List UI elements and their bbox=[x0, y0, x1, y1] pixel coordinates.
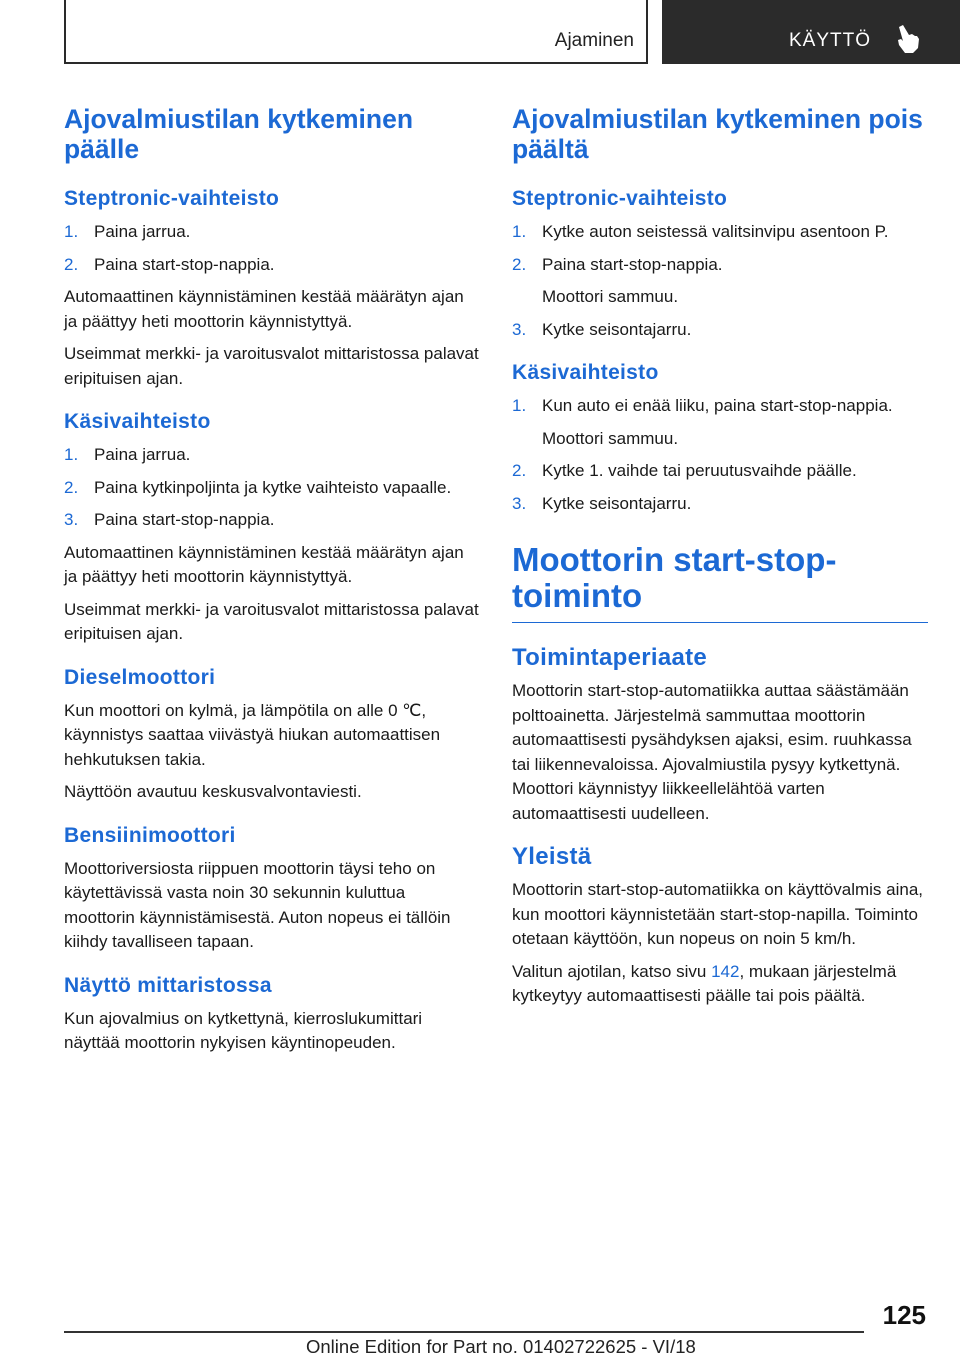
reference-text: , mukaan järjestelmä kytkeytyy automaattisesti päälle tai pois päältä. bbox=[512, 961, 897, 1005]
step-number: 1. bbox=[64, 222, 79, 241]
header-section-label: Ajaminen bbox=[554, 30, 634, 51]
list-item bbox=[512, 394, 928, 451]
step-result: Moottori sammuu. bbox=[542, 428, 679, 448]
step-text: Kytke seisontajarru. bbox=[542, 319, 692, 339]
petrol-heading: Bensiinimoottori bbox=[64, 823, 236, 847]
general-heading: Yleistä bbox=[512, 843, 592, 870]
list-item bbox=[64, 220, 480, 245]
list-item bbox=[512, 253, 928, 310]
paragraph: Moottorin start-stop-automatiikka on käyttövalmis aina, kun moottori käynnistetään start-stop-napilla. Toiminto otetaan käyttöön, kun nopeus on noin 5 km/h. bbox=[512, 880, 924, 948]
paragraph: Kun ajovalmius on kytkettynä, kierroslukumittari näyttää moottorin nykyisen käyntinopeuden. bbox=[64, 1008, 423, 1052]
page-number: 125 bbox=[882, 1300, 926, 1330]
list-item bbox=[64, 443, 480, 468]
step-number: 1. bbox=[64, 445, 79, 464]
list-item bbox=[64, 508, 480, 533]
manual-steps-off bbox=[512, 394, 928, 516]
paragraph: Useimmat merkki- ja varoitusvalot mittaristossa palavat eripituisen ajan. bbox=[64, 344, 479, 388]
paragraph bbox=[512, 960, 928, 1009]
footer-divider bbox=[64, 1331, 864, 1333]
paragraph: Automaattinen käynnistäminen kestää määrätyn ajan ja päättyy heti moottorin käynnistyttyä. bbox=[64, 542, 464, 586]
step-result: Moottori sammuu. bbox=[542, 287, 679, 306]
step-number: 1. bbox=[512, 396, 527, 415]
step-number: 2. bbox=[64, 477, 79, 497]
section-title-on: Ajovalmiustilan kytkeminen päälle bbox=[64, 104, 414, 164]
paragraph: Kun moottori on kylmä, ja lämpötila on alle 0 ℃, käynnistys saattaa viivästyä hiukan automaattisen hehkutuksen takia. bbox=[64, 700, 441, 769]
paragraph: Useimmat merkki- ja varoitusvalot mittaristossa palavat eripituisen ajan. bbox=[64, 599, 479, 643]
header-chapter-label: KÄYTTÖ bbox=[789, 30, 872, 51]
step-number: 1. bbox=[512, 222, 527, 241]
step-number: 2. bbox=[512, 461, 527, 480]
step-number: 3. bbox=[64, 510, 79, 529]
step-text: Paina jarrua. bbox=[94, 222, 191, 241]
list-item bbox=[512, 220, 928, 245]
steptronic-steps-on bbox=[64, 220, 480, 277]
paragraph: Moottoriversiosta riippuen moottorin täysi teho on käytettävissä vasta noin 30 sekunnin kuluttua moottorin käynnistämisestä. Auton nopeus ei tällöin kiihdy tavalliseen tapaan. bbox=[64, 858, 451, 951]
step-text: Paina start-stop-nappia. bbox=[542, 254, 723, 274]
steptronic-heading-on: Steptronic-vaihteisto bbox=[64, 187, 280, 210]
list-item bbox=[64, 476, 480, 501]
chapter-title-startstop: Moottorin start-stop-toiminto bbox=[512, 542, 928, 623]
paragraph: Näyttöön avautuu keskusvalvontaviesti. bbox=[64, 782, 362, 801]
list-item bbox=[512, 492, 928, 517]
right-column bbox=[512, 104, 928, 1017]
step-text: Kytke 1. vaihde tai peruutusvaihde päälle. bbox=[542, 461, 857, 480]
list-item bbox=[64, 253, 480, 278]
step-text: Paina start-stop-nappia. bbox=[94, 254, 275, 274]
steptronic-steps-off bbox=[512, 220, 928, 342]
reference-text: Valitun ajotilan, katso sivu bbox=[512, 961, 712, 981]
display-heading: Näyttö mittaristossa bbox=[64, 973, 272, 997]
principle-heading: Toimintaperiaate bbox=[512, 644, 708, 671]
diesel-heading: Dieselmoottori bbox=[64, 665, 216, 689]
list-item bbox=[512, 318, 928, 343]
hand-pointer-icon bbox=[893, 24, 921, 54]
step-number: 2. bbox=[64, 254, 79, 274]
manual-heading-off: Käsivaihteisto bbox=[512, 361, 659, 384]
left-column bbox=[64, 104, 480, 1064]
paragraph: Moottorin start-stop-automatiikka auttaa säästämään polttoainetta. Järjestelmä sammuttaa moottorin automaattisesti pysähdyksen ajaksi, esim. ruuhkassa tai liikennevaloissa. Ajovalmiustila pysyy kytkettynä. Moottori käynnistyy liikkeellelähtöä varten automaattisesti uudelleen. bbox=[512, 681, 912, 823]
step-text: Kun auto ei enää liiku, paina start-stop-nappia. bbox=[542, 396, 893, 415]
manual-steps-on bbox=[64, 443, 480, 533]
step-number: 3. bbox=[512, 319, 527, 339]
page-reference-link[interactable]: 142 bbox=[711, 961, 740, 981]
step-number: 2. bbox=[512, 254, 527, 274]
step-number: 3. bbox=[512, 493, 527, 513]
header-section-box bbox=[64, 0, 648, 64]
steptronic-heading-off: Steptronic-vaihteisto bbox=[512, 187, 728, 210]
step-text: Kytke auton seistessä valitsinvipu asentoon P. bbox=[542, 222, 889, 241]
step-text: Paina start-stop-nappia. bbox=[94, 510, 275, 529]
footer-edition: Online Edition for Part no. 01402722625 - VI/18 bbox=[306, 1336, 696, 1357]
list-item bbox=[512, 459, 928, 484]
step-text: Paina jarrua. bbox=[94, 445, 191, 464]
step-text: Kytke seisontajarru. bbox=[542, 493, 692, 513]
paragraph: Automaattinen käynnistäminen kestää määrätyn ajan ja päättyy heti moottorin käynnistyttyä. bbox=[64, 287, 464, 331]
step-text: Paina kytkinpoljinta ja kytke vaihteisto vapaalle. bbox=[94, 477, 452, 497]
section-title-off: Ajovalmiustilan kytkeminen pois päältä bbox=[512, 104, 923, 164]
manual-heading-on: Käsivaihteisto bbox=[64, 410, 211, 433]
